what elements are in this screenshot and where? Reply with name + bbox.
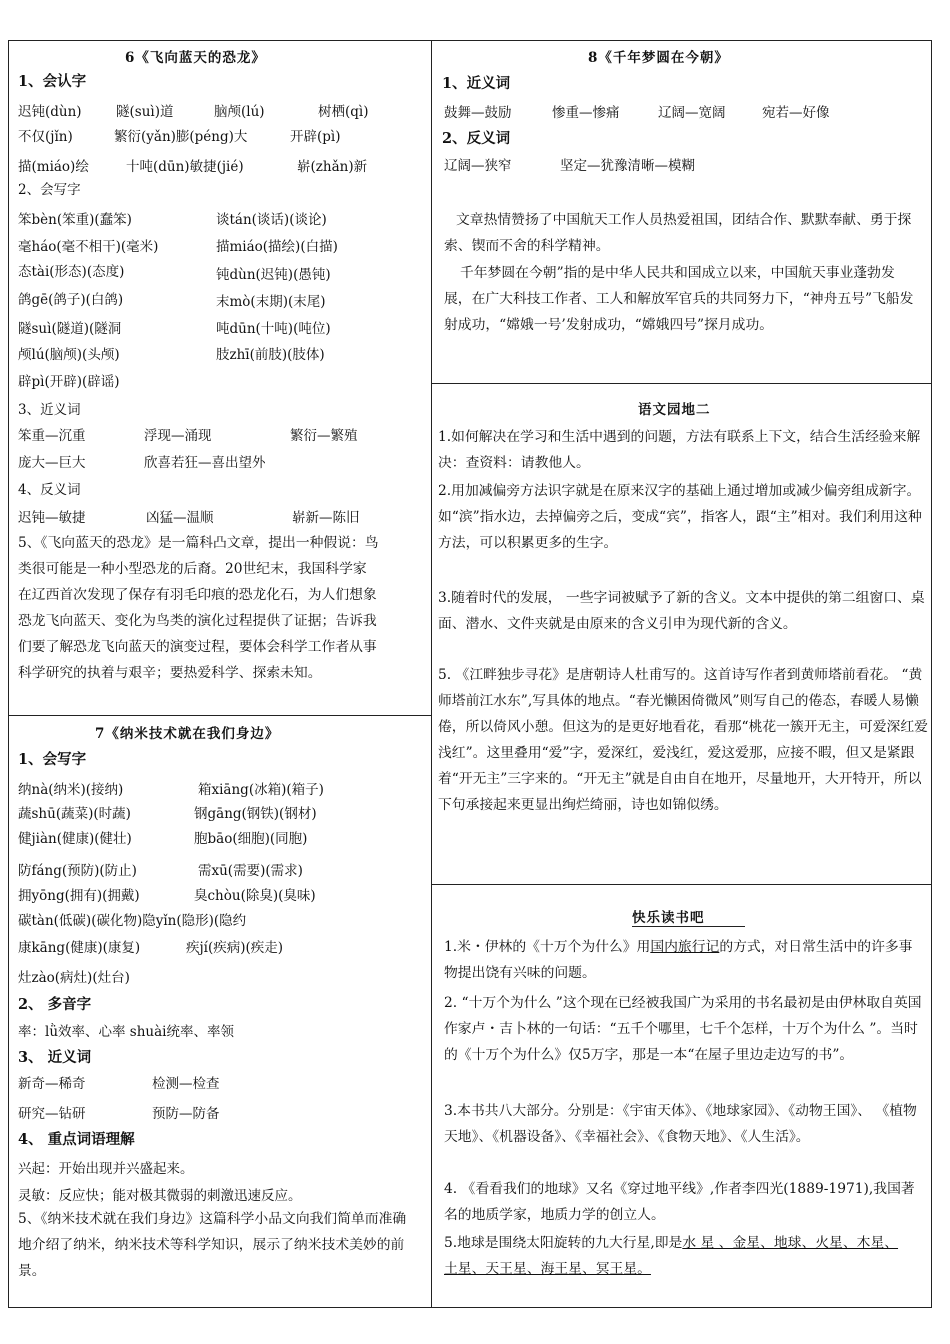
polyphone: 率：lǜ效率、心率 shuài统率、率领: [18, 1024, 234, 1040]
antonym: 辽阔—狭窄: [444, 158, 512, 174]
synonym: 繁衍—繁殖: [290, 428, 358, 444]
write-char: 谈tán(谈话)(谈论): [216, 212, 327, 228]
term-definition: 兴起：开始出现并兴盛起来。: [18, 1161, 194, 1177]
antonym: 坚定—犹豫清晰—模糊: [560, 158, 695, 174]
synonym: 鼓舞—鼓励: [444, 105, 512, 121]
lesson-6-title: 6《飞向蓝天的恐龙》: [125, 50, 266, 66]
synonym: 检测—检查: [152, 1076, 220, 1092]
lesson-7-heading-4: 4、 重点词语理解: [18, 1131, 135, 1148]
lesson-7-title: 7《纳米技术就在我们身边》: [95, 726, 280, 742]
write-char: 钝dùn(迟钝)(愚钝): [216, 267, 331, 283]
antonym: 凶猛—温顺: [146, 510, 214, 526]
write-char: 箱xiāng(冰箱)(箱子): [198, 782, 324, 798]
garden-item-1: 1.如何解决在学习和生活中遇到的问题，方法有联系上下文，结合生活经验来解决：查资料：请教他人。: [438, 429, 921, 471]
lesson-7-heading-2: 2、 多音字: [18, 996, 92, 1013]
write-char: 康kāng(健康)(康复): [18, 940, 141, 956]
lesson-7-heading-3: 3、 近义词: [18, 1049, 92, 1066]
synonym: 庞大—巨大: [18, 455, 86, 471]
column-divider: [431, 40, 432, 1308]
write-char: 吨dūn(十吨)(吨位): [216, 321, 331, 337]
garden-two-title: 语文园地二: [638, 402, 711, 418]
lesson-6-heading-2: 2、会写字: [18, 182, 81, 198]
write-char: 纳nà(纳米)(接纳): [18, 782, 124, 798]
section-divider-right-1: [431, 383, 932, 384]
word: 树栖(qì): [318, 104, 369, 120]
lesson-6-heading-4: 4、反义词: [18, 482, 81, 498]
word: 开辟(pì): [290, 129, 341, 145]
write-char: 隧suì(隧道)(隧洞: [18, 321, 122, 337]
reading-item-1-text: 1.米・伊林的《十万个为什么》用: [444, 939, 651, 955]
lesson-8-title: 8《千年梦圆在今朝》: [588, 50, 729, 66]
reading-item-1: [444, 934, 924, 986]
write-char: 笨bèn(笨重)(蠢笨): [18, 212, 132, 228]
lesson-8-heading-2: 2、反义词: [442, 130, 511, 147]
reading-item-3: 3.本书共八大部分。分别是：《宇宙天体》、《地球家园》、《动物王国》、 《植物天地》、《机器设备》、《幸福社会》、《食物天地》、《人生活》。: [444, 1103, 917, 1145]
lesson-6-heading-1: 1、会认字: [18, 73, 87, 90]
synonym: 辽阔—宽阔: [658, 105, 726, 121]
lesson-7-summary: 5、《纳米技术就在我们身边》这篇科学小品文向我们简单而准确地介绍了纳米，纳米技术等科学知识，展示了纳米技术美妙的前景。: [18, 1211, 407, 1279]
reading-item-5-text: 5.地球是围绕太阳旋转的九大行星,即是: [444, 1235, 683, 1251]
synonym: 欣喜若狂—喜出望外: [144, 455, 266, 471]
word: 描(miáo)绘: [18, 159, 89, 175]
write-char: 钢gāng(钢铁)(钢材): [194, 806, 317, 822]
word: 隧(suì)道: [116, 104, 174, 120]
lesson-7-heading-1: 1、会写字: [18, 751, 87, 768]
reading-item-1-text-end: 的方式，对日常生活中的许多事物提出饶有兴味的问题。: [444, 939, 913, 981]
lesson-6-heading-3: 3、近义词: [18, 402, 81, 418]
reading-item-1-underline: 国内旅行记: [650, 939, 720, 955]
write-char: 鸽gē(鸽子)(白鸽): [18, 292, 124, 308]
write-char: 描miáo(描绘)(白描): [216, 239, 338, 255]
garden-item-5: 5. 《江畔独步寻花》是唐朝诗人杜甫写的。这首诗写作者到黄师塔前看花。 “黄师塔前江水东”,写具体的地点。“春光懒困倚微风”则写自己的倦态，春暖人易懒倦，所以倚风小憩。但这为的是更好地看花，看那“桃花一簇开无主，可爱深红爱浅红”。这里叠用“爱”字，爱深红，爱浅红，爱这爱那，应接不暇，但又是紧跟着“开无主”三字来的。“开无主”就是自由自在地开，尽量地开，大开特开，所以下句承接起来更显出绚烂绮丽，诗也如锦似绣。: [438, 667, 928, 813]
write-char: 肢zhī(前肢)(肢体): [216, 347, 325, 363]
garden-item-2: 2.用加减偏旁方法识字就是在原来汉字的基础上通过增加或减少偏旁组成新字。如“滨”指水边，去掉偏旁之后，变成“宾”，指客人，跟“主”相对。我们利用这种方法，可以积累更多的生字。: [438, 483, 922, 551]
happy-reading-title: 快乐读书吧: [632, 906, 745, 927]
write-char: 需xū(需要)(需求): [198, 863, 303, 879]
term-definition: 灵敏：反应快；能对极其微弱的刺激迅速反应。: [18, 1188, 302, 1204]
write-char: 态tài(形态)(态度): [18, 264, 125, 280]
reading-item-4: 4. 《看看我们的地球》又名《穿过地平线》,作者李四光(1889-1971),我国著名的地质学家，地质力学的创立人。: [444, 1181, 915, 1223]
word: 十吨(dūn)敏捷(jié): [126, 159, 244, 175]
synonym: 研究—钻研: [18, 1106, 86, 1122]
write-char: 健jiàn(健康)(健壮): [18, 831, 132, 847]
write-char: 末mò(末期)(末尾): [216, 294, 326, 310]
word: 不仅(jǐn): [18, 129, 73, 145]
write-char: 防fáng(预防)(防止): [18, 863, 137, 879]
write-char: 颅lú(脑颅)(头颅): [18, 347, 120, 363]
write-char: 臭chòu(除臭)(臭味): [194, 888, 316, 904]
synonym: 惨重—惨痛: [552, 105, 620, 121]
synonym: 新奇—稀奇: [18, 1076, 86, 1092]
antonym: 迟钝—敏捷: [18, 510, 86, 526]
lesson-8-heading-1: 1、近义词: [442, 75, 511, 92]
section-divider-right-2: [431, 884, 932, 885]
synonym: 浮现—涌现: [144, 428, 212, 444]
write-char: 辟pì(开辟)(辟谣): [18, 374, 120, 390]
write-char: 疾jí(疾病)(疾走): [186, 940, 284, 956]
write-char: 胞bāo(细胞)(同胞): [194, 831, 308, 847]
write-char: 灶zào(病灶)(灶台): [18, 970, 130, 986]
write-char: 蔬shū(蔬菜)(时蔬): [18, 806, 131, 822]
word: 崭(zhǎn)新: [297, 159, 368, 175]
lesson-8-paragraph-2: 千年梦圆在今朝”指的是中华人民共和国成立以来，中国航天事业蓬勃发展，在广大科技工作者、工人和解放军官兵的共同努力下，“神舟五号”飞船发射成功，“嫦娥一号’发射成功，“嫦娥四号”探月成功。: [444, 265, 914, 333]
planet-list: 水 星 、金星、地球、火星、木星、土星、天王星、海王星、冥王星。: [444, 1235, 899, 1277]
reading-item-2: 2. “十万个为什么 ”这个现在已经被我国广为采用的书名最初是由伊林取自英国作家卢・吉卜林的一句话：“五千个哪里，七千个怎样，十万个为什么 ”。当时的《十万个为什么》仅5万字，那是一本“在屋子里边走边写的书”。: [444, 995, 922, 1063]
word: 繁衍(yǎn)膨(péng)大: [114, 129, 248, 145]
synonym: 笨重—沉重: [18, 428, 86, 444]
synonym: 预防—防备: [152, 1106, 220, 1122]
garden-item-3: 3.随着时代的发展， 一些字词被赋予了新的含义。文本中提供的第二组窗口、桌面、潜水、文件夹就是由原来的含义引申为现代新的含义。: [438, 590, 925, 632]
lesson-6-summary: 5、《飞向蓝天的恐龙》是一篇科凸文章，提出一种假说：鸟类很可能是一种小型恐龙的后裔。20世纪末，我国科学家在辽西首次发现了保存有羽毛印痕的恐龙化石，为人们想象恐龙飞向蓝天、变化为鸟类的演化过程提供了证据；告诉我们要了解恐龙飞向蓝天的演变过程，要体会科学工作者从事科学研究的执着与艰辛；要热爱科学、探索未知。: [18, 535, 379, 681]
synonym: 宛若—好像: [762, 105, 830, 121]
word: 脑颅(lú): [214, 104, 265, 120]
lesson-8-paragraph-1: 文章热情赞扬了中国航天工作人员热爱祖国，团结合作、默默奉献、勇于探索、锲而不舍的科学精神。: [444, 212, 912, 254]
reading-item-5: [444, 1230, 904, 1282]
write-char: 毫háo(毫不相干)(毫米): [18, 239, 159, 255]
antonym: 崭新—陈旧: [292, 510, 360, 526]
write-char: 碳tàn(低碳)(碳化物)隐yǐn(隐形)(隐约: [18, 913, 247, 929]
write-char: 拥yōng(拥有)(拥戴): [18, 888, 140, 904]
word: 迟钝(dùn): [18, 104, 82, 120]
section-divider-left: [8, 715, 432, 716]
